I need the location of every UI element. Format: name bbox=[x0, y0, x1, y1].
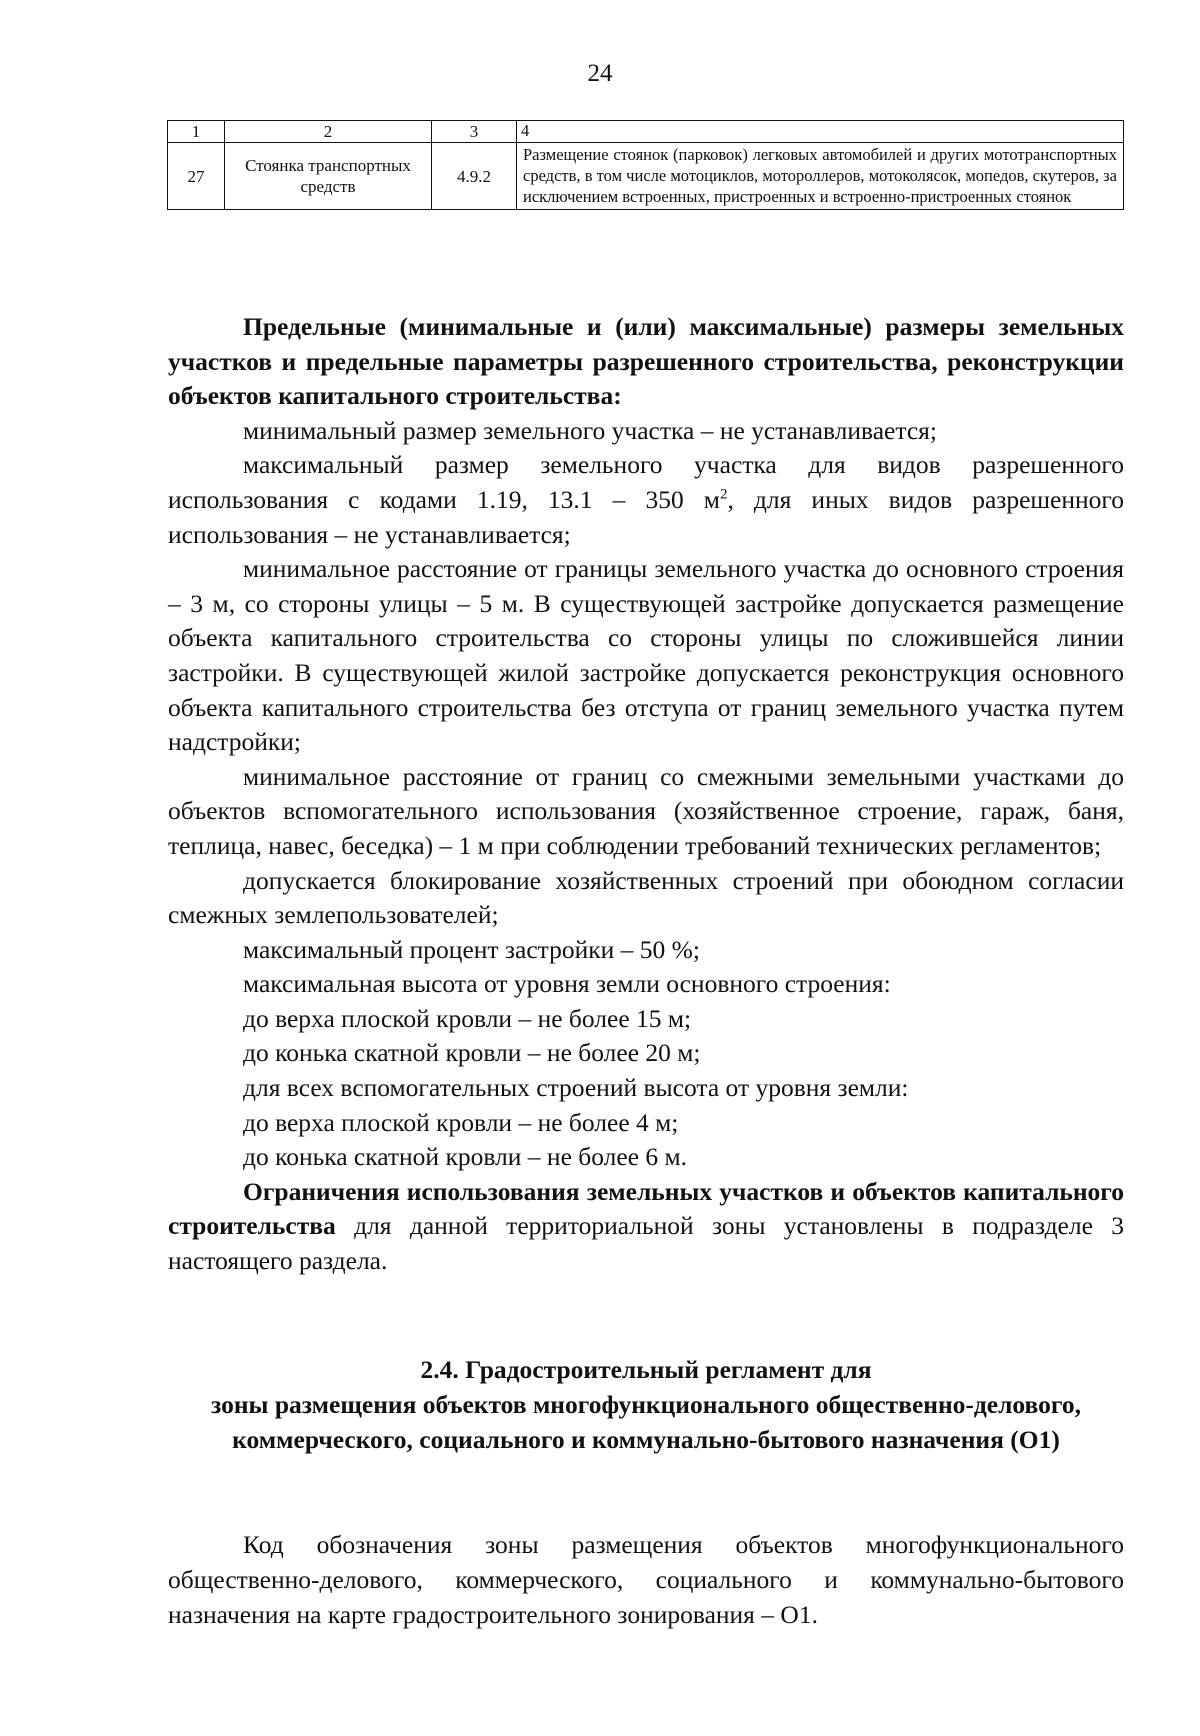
limits-heading: Предельные (минимальные и (или) максимальные) размеры земельных участков и предельные параметры разрешенного строительства, реконструкции объектов капитального строительства: bbox=[168, 312, 1124, 411]
use-type-code: 4.9.2 bbox=[432, 143, 517, 210]
restrictions-bold: Ограничения использования земельных участков и объектов капитального строительства bbox=[168, 1176, 1124, 1241]
min-size-paragraph: минимальный размер земельного участка – не устанавливается; bbox=[243, 415, 937, 445]
page-number: 24 bbox=[587, 60, 613, 87]
use-type-name: Стоянка транспортных средств bbox=[225, 143, 432, 210]
permitted-use-table bbox=[167, 120, 1124, 210]
min-distance-paragraph: минимальное расстояние от границы земельного участка до основного строения – 3 м, со стороны улицы – 5 м. В существующей застройке допускается размещение объекта капитального строительства со стороны улицы по сложившейся линии застройки. В существующей жилой застройке допускается реконструкция основного объекта капитального строительства без отступа от границ земельного участка путем надстройки; bbox=[168, 554, 1124, 757]
row-number: 27 bbox=[168, 143, 225, 210]
restrictions-normal: для данной территориальной зоны установлены в подразделе 3 настоящего раздела. bbox=[168, 1211, 1124, 1276]
table-header-cell: 3 bbox=[432, 121, 517, 143]
min-distance-aux-paragraph: минимальное расстояние от границ со смежными земельными участками до объектов вспомогательного использования (хозяйственное строение, гараж, баня, теплица, навес, беседка) – 1 м при соблюдении требований технических регламентов; bbox=[168, 761, 1124, 860]
flat-roof-main-paragraph: до верха плоской кровли – не более 15 м; bbox=[243, 1003, 692, 1033]
table-row bbox=[168, 143, 1124, 210]
max-size-text: максимальный размер земельного участка для видов разрешенного использования с кодами 1.19, 13.1 – 350 м bbox=[168, 450, 1124, 514]
max-size-paragraph bbox=[168, 448, 1124, 552]
limits-section bbox=[168, 310, 1124, 1279]
superscript: 2 bbox=[719, 486, 728, 503]
max-size-text-rest: , для иных видов разрешенного использования – не устанавливается; bbox=[168, 484, 1124, 549]
pitched-roof-main-paragraph: до конька скатной кровли – не более 20 м; bbox=[243, 1038, 701, 1068]
table-header-cell: 2 bbox=[225, 121, 432, 143]
max-percent-paragraph: максимальный процент застройки – 50 %; bbox=[243, 934, 700, 964]
section-title bbox=[168, 1352, 1124, 1457]
restrictions-paragraph bbox=[168, 1175, 1124, 1279]
table-header-row bbox=[168, 121, 1124, 143]
table-header-cell: 1 bbox=[168, 121, 225, 143]
blocking-paragraph: допускается блокирование хозяйственных строений при обоюдном согласии смежных землепользователей; bbox=[168, 865, 1124, 930]
max-height-paragraph: максимальная высота от уровня земли основного строения: bbox=[243, 969, 891, 999]
pitched-roof-aux-paragraph: до конька скатной кровли – не более 6 м. bbox=[243, 1142, 688, 1172]
section-title-line-2: зоны размещения объектов многофункционального общественно-делового, коммерческого, социального и коммунально-бытового назначения (О1) bbox=[211, 1390, 1081, 1454]
section-title-line-1: 2.4. Градостроительный регламент для bbox=[420, 1355, 872, 1384]
flat-roof-aux-paragraph: до верха плоской кровли – не более 4 м; bbox=[243, 1107, 679, 1137]
zone-code-paragraph: Код обозначения зоны размещения объектов многофункционального общественно-делового, коммерческого, социального и коммунально-бытового назначения на карте градостроительного зонирования – О1. bbox=[168, 1530, 1124, 1629]
aux-height-paragraph: для всех вспомогательных строений высота от уровня земли: bbox=[243, 1073, 909, 1103]
zone-code-section bbox=[168, 1527, 1124, 1632]
table-header-cell: 4 bbox=[517, 121, 1124, 143]
use-type-description: Размещение стоянок (парковок) легковых автомобилей и других мототранспортных средств, в том числе мотоциклов, мотороллеров, мотоколясок, мопедов, скутеров, за исключением встроенных, пристроенных и встроенно-пристроенных стоянок bbox=[517, 143, 1124, 210]
